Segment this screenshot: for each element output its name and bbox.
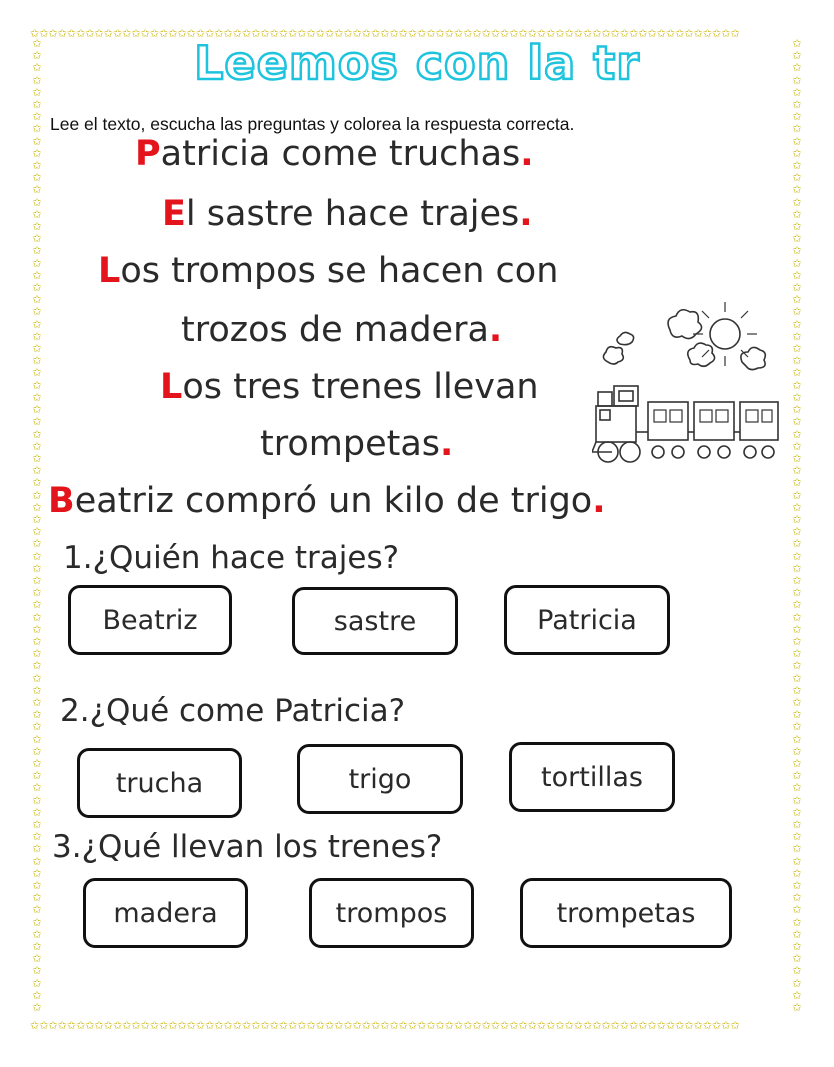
sentence-3b: trozos de madera.	[181, 310, 503, 350]
answer-option-trucha[interactable]: trucha	[77, 748, 242, 818]
star-border-top: ✩✩✩✩✩✩✩✩✩✩✩✩✩✩✩✩✩✩✩✩✩✩✩✩✩✩✩✩✩✩✩✩✩✩✩✩✩✩✩✩✩✩✩✩✩✩✩✩✩✩✩✩✩✩✩✩✩✩✩✩✩✩✩✩✩✩✩✩✩✩✩✩✩✩✩✩✩	[30, 28, 740, 40]
star-border-right: ✩✩✩✩✩✩✩✩✩✩✩✩✩✩✩✩✩✩✩✩✩✩✩✩✩✩✩✩✩✩✩✩✩✩✩✩✩✩✩✩✩✩✩✩✩✩✩✩✩✩✩✩✩✩✩✩✩✩✩✩✩✩✩✩✩✩✩✩✩✩✩✩✩✩✩✩✩✩✩✩	[792, 38, 802, 1015]
train-illustration	[592, 292, 782, 477]
sentence-3a: Los trompos se hacen con	[98, 251, 559, 291]
answer-option-trigo[interactable]: trigo	[297, 744, 463, 814]
sentence-4a: Los tres trenes llevan	[160, 367, 539, 407]
question-2: 2.¿Qué come Patricia?	[60, 693, 406, 729]
sentence-2: El sastre hace trajes.	[162, 194, 533, 234]
answer-option-madera[interactable]: madera	[83, 878, 248, 948]
question-1: 1.¿Quién hace trajes?	[63, 540, 400, 576]
instructions-text: Lee el texto, escucha las preguntas y colorea la respuesta correcta.	[50, 114, 575, 134]
sentence-5: Beatriz compró un kilo de trigo.	[48, 481, 606, 521]
sentence-4b: trompetas.	[260, 424, 454, 464]
sentence-1: Patricia come truchas.	[135, 134, 534, 174]
answer-option-sastre[interactable]: sastre	[292, 587, 458, 655]
answer-option-trompetas[interactable]: trompetas	[520, 878, 732, 948]
star-border-bottom: ✩✩✩✩✩✩✩✩✩✩✩✩✩✩✩✩✩✩✩✩✩✩✩✩✩✩✩✩✩✩✩✩✩✩✩✩✩✩✩✩✩✩✩✩✩✩✩✩✩✩✩✩✩✩✩✩✩✩✩✩✩✩✩✩✩✩✩✩✩✩✩✩✩✩✩✩✩	[30, 1020, 740, 1032]
question-3: 3.¿Qué llevan los trenes?	[52, 829, 443, 865]
answer-option-tortillas[interactable]: tortillas	[509, 742, 675, 812]
answer-option-beatriz[interactable]: Beatriz	[68, 585, 232, 655]
answer-option-patricia[interactable]: Patricia	[504, 585, 670, 655]
page-title: Leemos con la tr	[194, 36, 640, 90]
star-border-left: ✩✩✩✩✩✩✩✩✩✩✩✩✩✩✩✩✩✩✩✩✩✩✩✩✩✩✩✩✩✩✩✩✩✩✩✩✩✩✩✩✩✩✩✩✩✩✩✩✩✩✩✩✩✩✩✩✩✩✩✩✩✩✩✩✩✩✩✩✩✩✩✩✩✩✩✩✩✩✩✩	[32, 38, 42, 1015]
answer-option-trompos[interactable]: trompos	[309, 878, 474, 948]
